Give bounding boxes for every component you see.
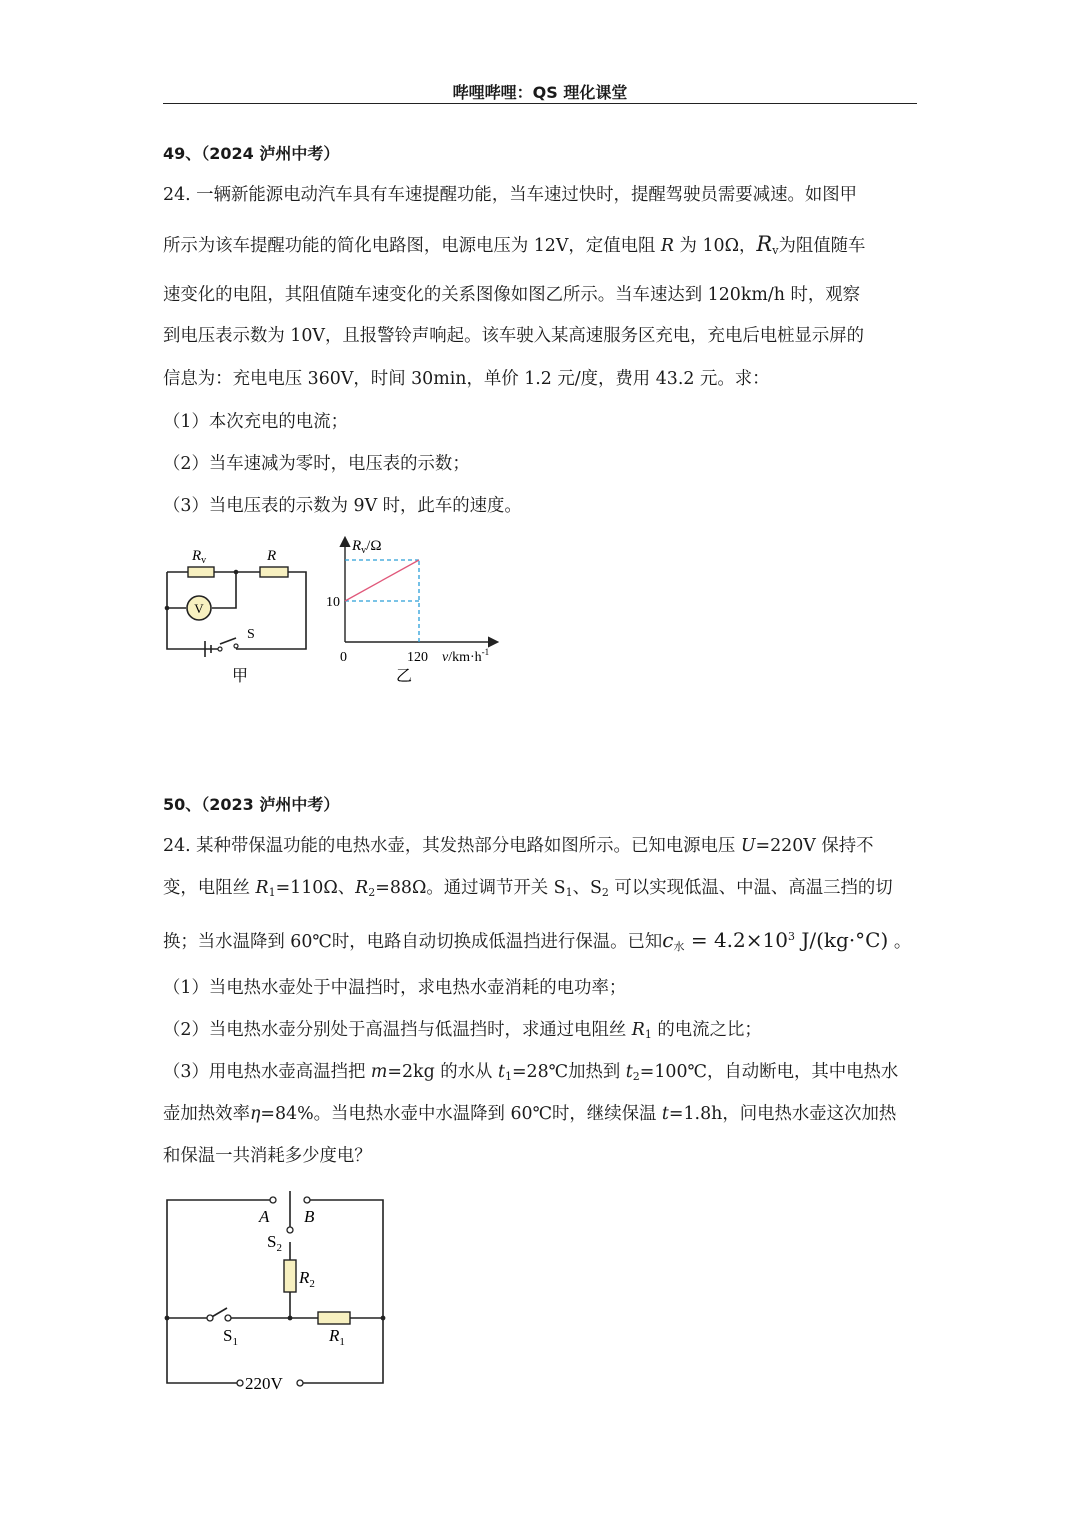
chart-x-label: $v/km\cdot h^{-1}$: [442, 647, 490, 665]
chart-y-tick-10: 10: [326, 595, 340, 610]
chart-x-tick-120: 120: [407, 650, 428, 665]
q49-line4: 到电压表示数为 10V，且报警铃声响起。该车驶入某高速服务区充电，充电后电桩显示屏的: [163, 326, 865, 346]
q50-line-f: 和保温一共消耗多少度电？: [163, 1146, 372, 1166]
q50-line1: 24. 某种带保温功能的电热水壶，其发热部分电路如图所示。已知电源电压 U=220V 保持不: [163, 836, 874, 856]
q49-heading: 49、（2024 泸州中考）: [163, 144, 340, 163]
switch-s2-label: $S_2$: [267, 1232, 282, 1254]
q49-switch-label: S: [247, 627, 255, 642]
terminal-b-label: B: [304, 1207, 315, 1226]
chart-y-label: $R_v/\Omega$: [352, 538, 382, 556]
q49-fig-caption-yi: 乙: [396, 668, 413, 685]
chart-series-rv-line: [345, 560, 419, 601]
chart-origin-label: 0: [340, 650, 347, 665]
q49-circuit-jia: [160, 540, 320, 690]
q50-sub2: （2）当电热水壶分别处于高温挡与低温挡时，求通过电阻丝 $R_1$ 的电流之比；: [163, 1020, 762, 1041]
q50-circuit: [160, 1185, 400, 1400]
voltmeter-symbol: V: [194, 601, 204, 616]
terminal-a-label: A: [259, 1207, 270, 1226]
q49-fig-r-label: R: [267, 548, 277, 564]
q49-sub3: （3）当电压表的示数为 9V 时，此车的速度。: [163, 496, 522, 516]
q49-line5: 信息为：充电电压 360V，时间 30min，单价 1.2 元/度，费用 43.2 元。求：: [163, 369, 770, 389]
q49-sub2: （2）当车速减为零时，电压表的示数；: [163, 454, 470, 474]
source-voltage-label: 220V: [245, 1374, 283, 1393]
q49-fig-caption-jia: 甲: [232, 668, 249, 685]
q50-sub3: （3）用电热水壶高温挡把 m=2kg 的水从 $t_1=28℃$加热到 $t_2=100℃$，自动断电，其中电热水: [163, 1062, 899, 1083]
q50-line2: 变，电阻丝 $R_1=110\Omega$、$R_2=88\Omega$。通过调节开关 $S_1$、$S_2$ 可以实现低温、中温、高温三挡的切: [163, 878, 893, 899]
q49-sub1: （1）本次充电的电流；: [163, 412, 348, 432]
q49-chart-yi: [320, 530, 510, 690]
q49-line2: 所示为该车提醒功能的简化电路图，电源电压为 12V，定值电阻 R 为 10Ω，$R_v$为阻值随车: [163, 232, 866, 257]
header-divider: [163, 103, 917, 104]
resistor-r1-label: $R_1$: [329, 1326, 345, 1348]
q49-line3: 速变化的电阻，其阻值随车速变化的关系图像如图乙所示。当车速达到 120km/h 时，观察: [163, 285, 861, 305]
q50-heading: 50、（2023 泸州中考）: [163, 795, 340, 814]
q49-fig-rv-label: $R_v$: [192, 548, 207, 566]
switch-s1-label: $S_1$: [223, 1326, 238, 1348]
q50-line3: 换；当水温降到 60℃时，电路自动切换成低温挡进行保温。已知$c_水 = 4.2\times 10^3$ J/(kg·°C) 。: [163, 928, 912, 953]
page-header: 哔哩哔哩：QS 理化课堂: [452, 83, 628, 102]
q49-line1: 24. 一辆新能源电动汽车具有车速提醒功能，当车速过快时，提醒驾驶员需要减速。如图甲: [163, 185, 858, 205]
q50-sub1: （1）当电热水壶处于中温挡时，求电热水壶消耗的电功率；: [163, 978, 627, 998]
q50-line-e: 壶加热效率η=84%。当电热水壶中水温降到 60℃时，继续保温 t=1.8h，问电热水壶这次加热: [163, 1104, 897, 1124]
resistor-r2-label: $R_2$: [299, 1268, 315, 1290]
